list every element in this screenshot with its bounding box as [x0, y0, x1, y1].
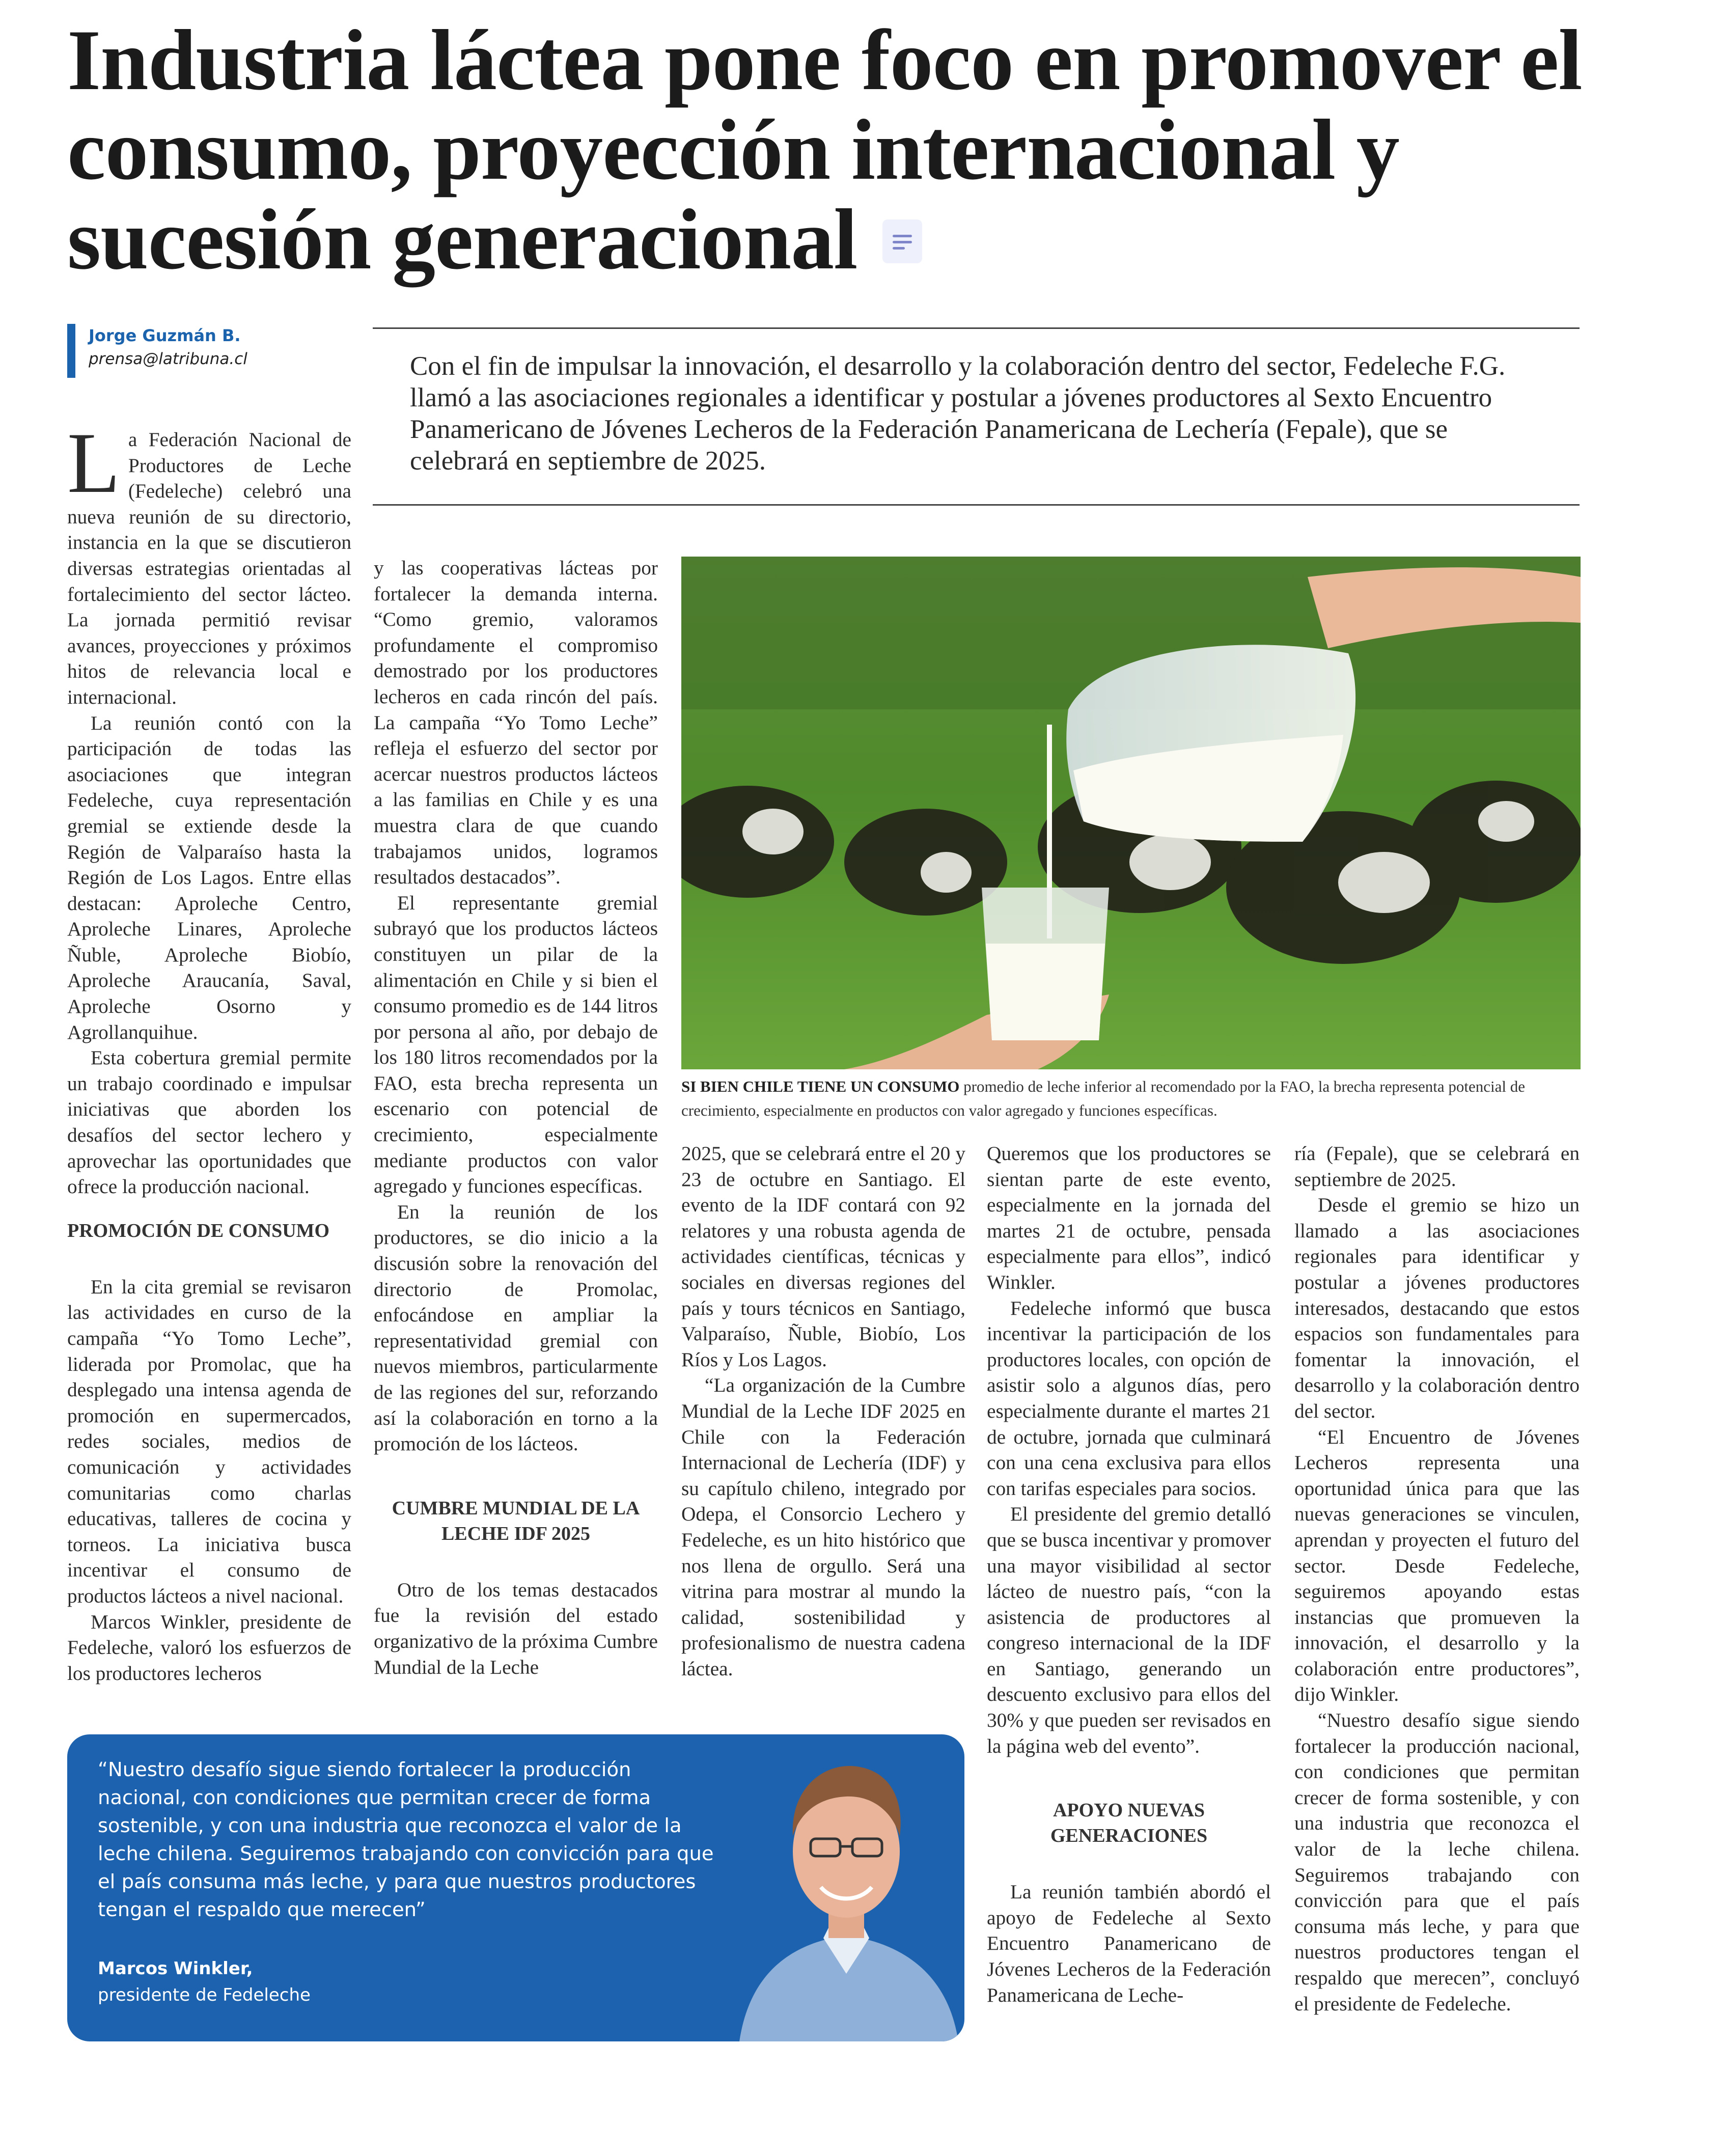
lead-rule-top	[373, 327, 1580, 329]
paragraph: Queremos que los productores se sientan parte de este evento, especialmente en la jornada del martes 21 de octubre, pensada especialmente para ellos”, indicó Winkler.	[987, 1142, 1271, 1293]
paragraph: En la reunión de los productores, se dio inicio a la discusión sobre la renovación del directorio de Promolac, enfocándose en ampliar la representatividad gremial con nuevos miembros, particularmente de las regiones del sur, reforzando así la colaboración en torno a la promoción de los lácteos.	[374, 1200, 658, 1455]
paragraph: Fedeleche informó que busca incentivar la participación de los productores locales, con opción de asistir solo a algunos días, pero especialmente durante el martes 21 de octubre, jornada que culminará con una cena exclusiva para ellos con tarifas especiales para socios.	[987, 1296, 1271, 1500]
drop-cap: L	[67, 415, 120, 511]
author-email: prensa@latribuna.cl	[89, 350, 247, 368]
paragraph: El representante gremial subrayó que los productos lácteos constituyen un pilar de la alimentación en Chile y si bien el consumo promedio es de 144 litros por persona al año, por debajo de los 180 litros recomendados por la FAO, esta brecha representa un escenario con potencial de crecimiento, especialmente mediante productos con valor agregado y funciones específicas.	[374, 891, 658, 1198]
subheading-cumbre: CUMBRE MUNDIAL DE LA LECHE IDF 2025	[392, 1497, 640, 1544]
milk-pouring-image	[681, 557, 1581, 1069]
lead-paragraph: Con el fin de impulsar la innovación, el desarrollo y la colaboración dentro del sector, Fedeleche F.G. llamó a las asociaciones regionales a identificar y postular a jóvenes productores al Sexto Encuentro Panamericano de Jóvenes Lecheros de la Federación Panamericana de Lechería (Fepale), que se celebrará en septiembre de 2025.	[410, 351, 1506, 476]
paragraph: “Nuestro desafío sigue siendo fortalecer la producción nacional, con condiciones que permitan crecer de forma sostenible, y con una industria que reconozca el valor de la leche chilena. Seguiremos trabajando con convicción para que el país consuma más leche, y para que nuestros productores tengan el respaldo que merecen”, concluyó el presidente de Fedeleche.	[1294, 1709, 1580, 2015]
paragraph: y las cooperativas lácteas por fortalecer la demanda interna. “Como gremio, valoramos profundamente el compromiso demostrado por los productores lecheros en cada rincón del país. La campaña “Yo Tomo Leche” refleja el esfuerzo del sector por acercar nuestros productos lácteos a las familias en Chile y es una muestra clara de que cuando trabajamos unidos, logramos resultados destacados”.	[374, 557, 658, 889]
column-4	[987, 1141, 1271, 2008]
paragraph: La Federación Nacional de Productores de Leche (Fedeleche) celebró una nueva reunión de su directorio, instancia en la que se discutieron diversas estrategias orientadas al fortalecimiento del sector lácteo. La jornada permitió revisar avances, proyecciones y próximos hitos de relevancia local e internacional.	[67, 415, 351, 708]
lead-rule-bottom	[373, 504, 1580, 506]
paragraph: La reunión también abordó el apoyo de Fedeleche al Sexto Encuentro Panamericano de Jóvenes Lecheros de la Federación Panamericana de Leche-	[987, 1881, 1271, 2006]
photo-caption: SI BIEN CHILE TIENE UN CONSUMO promedio de leche inferior al recomendado por la FAO, la brecha representa potencial de crecimiento, especialmente en productos con valor agregado y funciones específicas.	[681, 1077, 1526, 1119]
portrait-photo	[729, 1734, 964, 2041]
paragraph: 2025, que se celebrará entre el 20 y 23 de octubre en Santiago. El evento de la IDF contará con 92 relatores y una robusta agenda de actividades científicas, técnicas y sociales en diversas regiones del país y tours técnicos en Santiago, Valparaíso, Ñuble, Biobío, Los Ríos y Los Lagos.	[681, 1142, 965, 1371]
paragraph: El presidente del gremio detalló que se busca incentivar y promover una mayor visibilidad al sector lácteo de nuestro país, “con la asistencia de productores al congreso internacional de la IDF en Santiago, generando un descuento exclusivo para ellos del 30% y que pueden ser revisados en la página web del evento”.	[987, 1503, 1271, 1757]
paragraph: Esta cobertura gremial permite un trabajo coordinado e impulsar iniciativas que aborden los desafíos del sector lechero y aprovechar las oportunidades que ofrece la producción nacional.	[67, 1046, 351, 1198]
headline: Industria láctea pone foco en promover el consumo, proyección internacional y sucesión generacional	[67, 12, 1582, 287]
milk-photo	[681, 557, 1581, 1069]
column-1	[67, 415, 351, 1686]
author-name: Jorge Guzmán B.	[89, 326, 241, 345]
paragraph: “La organización de la Cumbre Mundial de la Leche IDF 2025 en Chile con la Federación Internacional de Lechería (IDF) y su capítulo chileno, integrado por Odepa, el Consorcio Lechero y Fedeleche, es un hito histórico que nos llena de orgullo. Será una vitrina para mostrar al mundo la calidad, sostenibilidad y profesionalismo de nuestra cadena láctea.	[681, 1374, 965, 1680]
subheading-promocion: PROMOCIÓN DE CONSUMO	[67, 1220, 330, 1241]
paragraph: ría (Fepale), que se celebrará en septiembre de 2025.	[1294, 1142, 1580, 1191]
byline	[67, 324, 247, 378]
quote-author-name: Marcos Winkler,	[98, 1958, 253, 1979]
paragraph: Desde el gremio se hizo un llamado a las asociaciones regionales para identificar y postular a jóvenes productores interesados, destacando que estos espacios son fundamentales para fomentar la innovación, el desarrollo y la colaboración dentro del sector.	[1294, 1194, 1580, 1422]
paragraph: “El Encuentro de Jóvenes Lecheros representa una oportunidad única para que las nuevas generaciones se vinculen, aprendan y proyecten el futuro del sector. Desde Fedeleche, seguiremos apoyando estas instancias que promueven la innovación, el desarrollo y la colaboración entre productores”, dijo Winkler.	[1294, 1425, 1580, 1706]
paragraph: En la cita gremial se revisaron las actividades en curso de la campaña “Yo Tomo Leche”, liderada por Promolac, que ha desplegado una intensa agenda de promoción en supermercados, redes sociales, medios de comunicación y actividades comunitarias como charlas educativas, talleres de cocina y torneos. La iniciativa busca incentivar el consumo de productos lácteos a nivel nacional.	[67, 1275, 351, 1607]
quote-author-role: presidente de Fedeleche	[98, 1985, 311, 2005]
column-5	[1294, 1141, 1580, 2016]
column-3	[681, 1141, 965, 1681]
paragraph: Marcos Winkler, presidente de Fedeleche, valoró los esfuerzos de los productores lecheros	[67, 1610, 351, 1684]
column-2	[374, 555, 658, 1680]
note-lines-icon[interactable]	[882, 219, 922, 263]
subheading-apoyo: APOYO NUEVAS GENERACIONES	[1050, 1800, 1208, 1847]
quote-text: “Nuestro desafío sigue siendo fortalecer la producción nacional, con condiciones que permitan crecer de forma sostenible, y con una industria que reconozca el valor de la leche chilena. Seguiremos trabajando con convicción para que el país consuma más leche, y para que nuestros productores tengan el respaldo que merecen”	[98, 1758, 714, 1921]
paragraph: La reunión contó con la participación de todas las asociaciones que integran Fedeleche, cuya representación gremial se extiende desde la Región de Valparaíso hasta la Región de Los Lagos. Entre ellas destacan: Aproleche Centro, Aproleche Linares, Aproleche Ñuble, Aproleche Biobío, Aproleche Araucanía, Saval, Aproleche Osorno y Agrollanquihue.	[67, 711, 351, 1043]
paragraph: Otro de los temas destacados fue la revisión del estado organizativo de la próxima Cumbre Mundial de la Leche	[374, 1578, 658, 1678]
quote-box	[67, 1734, 964, 2041]
